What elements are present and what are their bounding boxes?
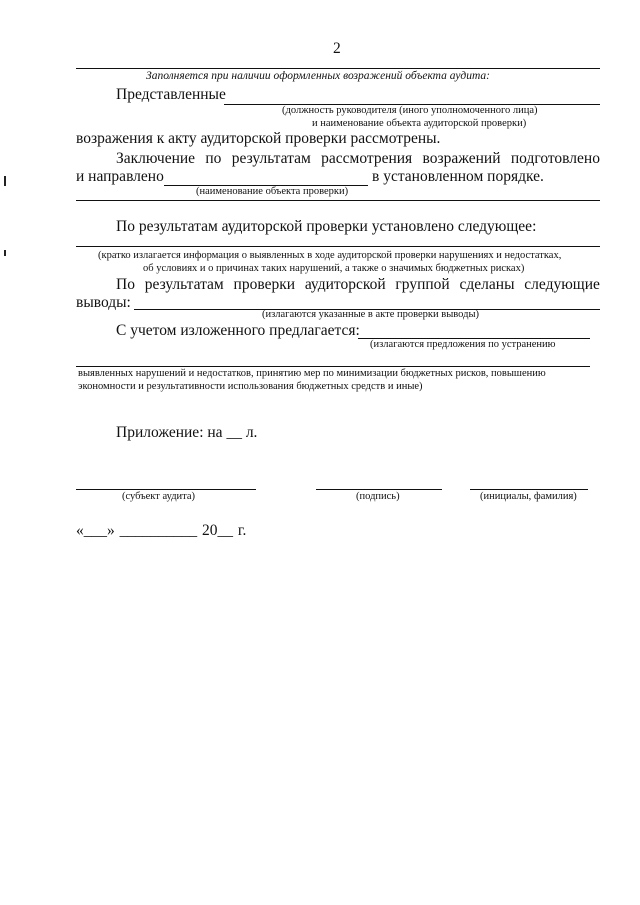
conclusions-word: следующие — [524, 276, 600, 293]
proposal-caption: (излагаются предложения по устранению — [370, 339, 556, 350]
date-line — [76, 522, 246, 540]
sent-to-label: и направлено — [76, 168, 164, 185]
scan-mark — [4, 176, 6, 186]
conclusions-word: По — [116, 276, 135, 293]
signature-name-caption: (инициалы, фамилия) — [480, 491, 577, 502]
proposal-label: С учетом изложенного предлагается: — [116, 322, 360, 339]
date-day-blank: ___ — [83, 522, 107, 539]
divider-line — [76, 68, 600, 69]
objections-reviewed-text: возражения к акту аудиторской проверки рассмотрены. — [76, 130, 441, 147]
proposal-blank-2 — [76, 366, 590, 367]
signature-sign-caption: (подпись) — [356, 491, 400, 502]
scan-mark — [4, 250, 6, 256]
signature-name-line — [470, 489, 588, 490]
audit-result-caption-1: (кратко излагается информация о выявленных в ходе аудиторской проверки нарушениях и недостатках, — [98, 250, 562, 261]
date-year-prefix: 20 — [202, 522, 218, 539]
conclusion-word: по — [205, 150, 222, 167]
audit-result-caption-2: об условиях и о причинах таких нарушений, а также о значимых бюджетных рисках) — [143, 263, 525, 274]
attachment-line — [116, 424, 257, 442]
attachment-blank: __ — [226, 424, 242, 441]
proposal-caption-2: выявленных нарушений и недостатков, принятию мер по минимизации бюджетных рисков, повышению — [78, 368, 546, 379]
conclusions-word: результатам — [144, 276, 224, 293]
conclusion-word: подготовлено — [510, 150, 600, 167]
objection-header: Заполняется при наличии оформленных возражений объекта аудита: — [146, 70, 491, 82]
proposal-caption-3: экономности и результативности использования бюджетных средств и иные) — [78, 381, 423, 392]
signature-subject-caption: (субъект аудита) — [122, 491, 196, 502]
date-month-blank: __________ — [119, 522, 198, 539]
sent-to-caption: (наименование объекта проверки) — [196, 186, 349, 197]
audit-result-blank — [76, 246, 600, 247]
presented-label: Представленные — [116, 86, 226, 103]
conclusions-word: проверки — [233, 276, 296, 293]
conclusion-word: возражений — [422, 150, 501, 167]
date-open-quote: « — [76, 522, 84, 539]
conclusion-word: рассмотрения — [321, 150, 413, 167]
presented-caption-2: и наименование объекта аудиторской проверки) — [312, 118, 527, 129]
conclusions-word: аудиторской — [304, 276, 386, 293]
conclusions-caption: (излагаются указанные в акте проверки выводы) — [262, 309, 479, 320]
conclusions-word: группой — [395, 276, 450, 293]
conclusion-word: результатам — [231, 150, 311, 167]
date-year-suffix: г. — [237, 522, 247, 539]
conclusions-line — [116, 276, 600, 294]
attachment-label: Приложение: на — [116, 424, 223, 441]
conclusions-word: сделаны — [459, 276, 515, 293]
page-number: 2 — [333, 40, 341, 57]
attachment-unit: л. — [245, 424, 258, 441]
divider-line — [76, 200, 600, 201]
signature-sign-line — [316, 489, 442, 490]
presented-caption-1: (должность руководителя (иного уполномоченного лица) — [282, 105, 538, 116]
conclusion-line — [116, 150, 600, 168]
signature-subject-line — [76, 489, 256, 490]
date-year-blank: __ — [217, 522, 233, 539]
date-close-quote: » — [107, 522, 115, 539]
conclusions-label: выводы: — [76, 294, 131, 311]
audit-result-text: По результатам аудиторской проверки установлено следующее: — [116, 218, 537, 235]
sent-to-suffix: в установленном порядке. — [372, 168, 544, 185]
conclusion-word: Заключение — [116, 150, 196, 167]
